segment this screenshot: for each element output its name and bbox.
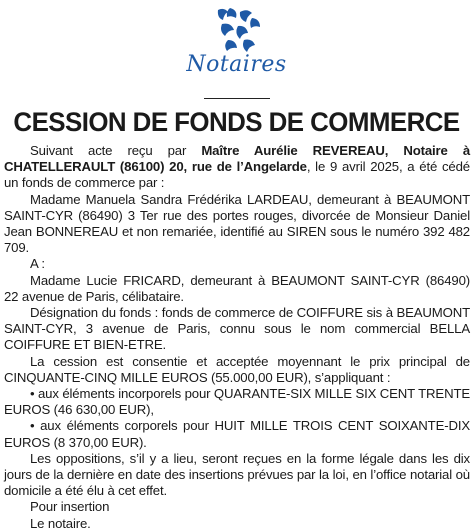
- notaires-logo-icon: [208, 6, 268, 54]
- paragraph-signature: Le notaire.: [30, 515, 91, 531]
- notaires-logo: [0, 6, 473, 76]
- divider: [204, 98, 270, 99]
- paragraph-insertion: Pour insertion: [30, 499, 110, 515]
- paragraph-price: La cession est consentie et acceptée moyennant le prix principal de CINQUANTE-CINQ MILLE EUROS (55.000,00 EUR), s’appliquant :: [4, 353, 470, 385]
- paragraph-seller: Madame Manuela Sandra Frédérika LARDEAU, demeurant à BEAUMONT SAINT-CYR (86490) 3 Ter rue des portes rouges, divorcée de Monsieur Daniel Jean BONNEREAU et non remariée, identifié au SIREN sous le numéro 392 482 709.: [4, 191, 470, 256]
- paragraph-oppositions: Les oppositions, s’il y a lieu, seront reçues en la forme légale dans les dix jours de la dernière en date des insertions prévues par la loi, en l’office notarial où domicile a été élu à cet effet.: [4, 450, 470, 499]
- paragraph-designation: Désignation du fonds : fonds de commerce de COIFFURE sis à BEAUMONT SAINT-CYR, 3 avenue de Paris, connu sous le nom commercial BELLA COIFFURE ET BIEN-ETRE.: [4, 305, 470, 353]
- paragraph-act: [4, 143, 470, 192]
- act-prefix: Suivant acte reçu par: [30, 143, 202, 158]
- paragraph-buyer: Madame Lucie FRICARD, demeurant à BEAUMONT SAINT-CYR (86490) 22 avenue de Paris, célibataire.: [4, 272, 470, 304]
- page-title: CESSION DE FONDS DE COMMERCE: [13, 107, 460, 137]
- paragraph-corporels: • aux éléments corporels pour HUIT MILLE TROIS CENT SOIXANTE-DIX EUROS (8 370,00 EUR).: [4, 418, 470, 450]
- notaires-wordmark: Notaires: [186, 52, 287, 77]
- notice-body: [4, 143, 470, 532]
- paragraph-incorporels: • aux éléments incorporels pour QUARANTE-SIX MILLE SIX CENT TRENTE EUROS (46 630,00 EUR),: [4, 386, 470, 418]
- paragraph-to: A :: [30, 256, 45, 272]
- notary-name: Maître Aurélie REVEREAU, Notaire à CHATELLERAULT (86100) 20, rue de l’Angelarde: [4, 143, 470, 175]
- act-suffix: , le 9 avril 2025, a été cédé un fonds de commerce par :: [4, 159, 470, 191]
